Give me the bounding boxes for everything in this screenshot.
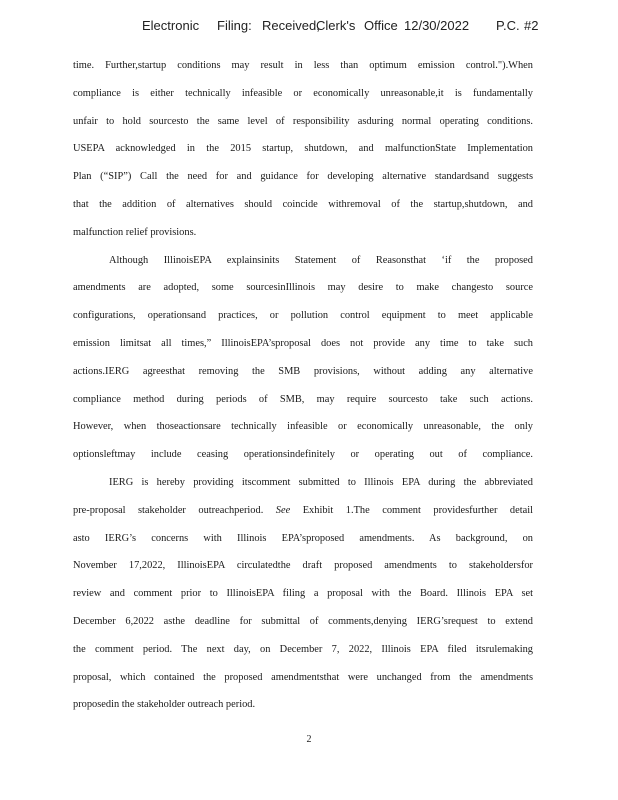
- header-electronic: Electronic: [142, 18, 200, 33]
- citation-signal: See: [275, 504, 291, 516]
- text-line: configurations, operationsand practices, or pollution control equipment to meet applicable: [73, 310, 533, 322]
- text-line: that the addition of alternatives should coincide withremoval of the startup,shutdown, and: [73, 198, 533, 210]
- header-office: Office: [364, 18, 398, 33]
- filing-header: [0, 18, 618, 40]
- page-number: 2: [306, 734, 312, 745]
- text-line: malfunction relief provisions.: [73, 226, 197, 238]
- text-line: Although IllinoisEPA explainsinits Statement of Reasonsthat ‘if the proposed: [109, 254, 533, 266]
- header-date: 12/30/2022: [404, 18, 470, 33]
- text-line: November 17,2022, IllinoisEPA circulatedthe draft proposed amendments to stakeholdersfor: [73, 560, 533, 572]
- text-line: compliance method during periods of SMB, may require sourcesto take such actions.: [73, 393, 533, 405]
- text-line: Plan (“SIP”) Call the need for and guidance for developing alternative standardsand suggests: [73, 171, 533, 183]
- text-line: IERG is hereby providing itscomment submitted to Illinois EPA during the abbreviated: [109, 476, 533, 488]
- text-line: unfair to hold sourcesto the same level of responsibility asduring normal operating conditions.: [73, 115, 533, 127]
- document-body: [73, 52, 533, 719]
- text-line: compliance is either technically infeasible or economically unreasonable,it is fundamentally: [73, 87, 533, 99]
- text-line: the comment period. The next day, on December 7, 2022, Illinois EPA filed itsrulemaking: [73, 643, 533, 655]
- text-line: actions.IERG agreesthat removing the SMB provisions, without adding any alternative: [73, 365, 533, 377]
- text-line: However, when thoseactionsare technically infeasible or economically unreasonable, the only: [73, 421, 533, 433]
- header-clerks: Clerk's: [316, 18, 356, 33]
- text-line: time. Further,startup conditions may result in less than optimum emission control.").When: [73, 60, 533, 71]
- text-line: review and comment prior to IllinoisEPA filing a proposal with the Board. Illinois EPA set: [73, 588, 533, 600]
- text-line: amendments are adopted, some sourcesinIllinois may desire to make changesto source: [73, 282, 533, 294]
- text-line: optionsleftmay include ceasing operationsindefinitely or operating out of compliance.: [73, 449, 533, 461]
- text-line: asto IERG’s concerns with Illinois EPA’sproposed amendments. As background, on: [73, 532, 533, 544]
- header-filing: Filing:: [217, 18, 252, 33]
- header-pc: P.C.: [496, 18, 520, 33]
- text-line: emission limitsat all times,” IllinoisEPA’sproposal does not provide any time to take such: [73, 337, 533, 349]
- header-number: #2: [524, 18, 539, 33]
- text-line: proposedin the stakeholder outreach period.: [73, 699, 256, 711]
- header-received: Received,: [262, 18, 320, 33]
- text-line: proposal, which contained the proposed amendmentsthat were unchanged from the amendments: [73, 671, 533, 683]
- text-line: pre-proposal stakeholder outreachperiod. See Exhibit 1.The comment providesfurther detail: [73, 504, 533, 516]
- text-line: December 6,2022 asthe deadline for submittal of comments,denying IERG’srequest to extend: [73, 615, 533, 627]
- text-line: USEPA acknowledged in the 2015 startup, shutdown, and malfunctionState Implementation: [73, 143, 533, 155]
